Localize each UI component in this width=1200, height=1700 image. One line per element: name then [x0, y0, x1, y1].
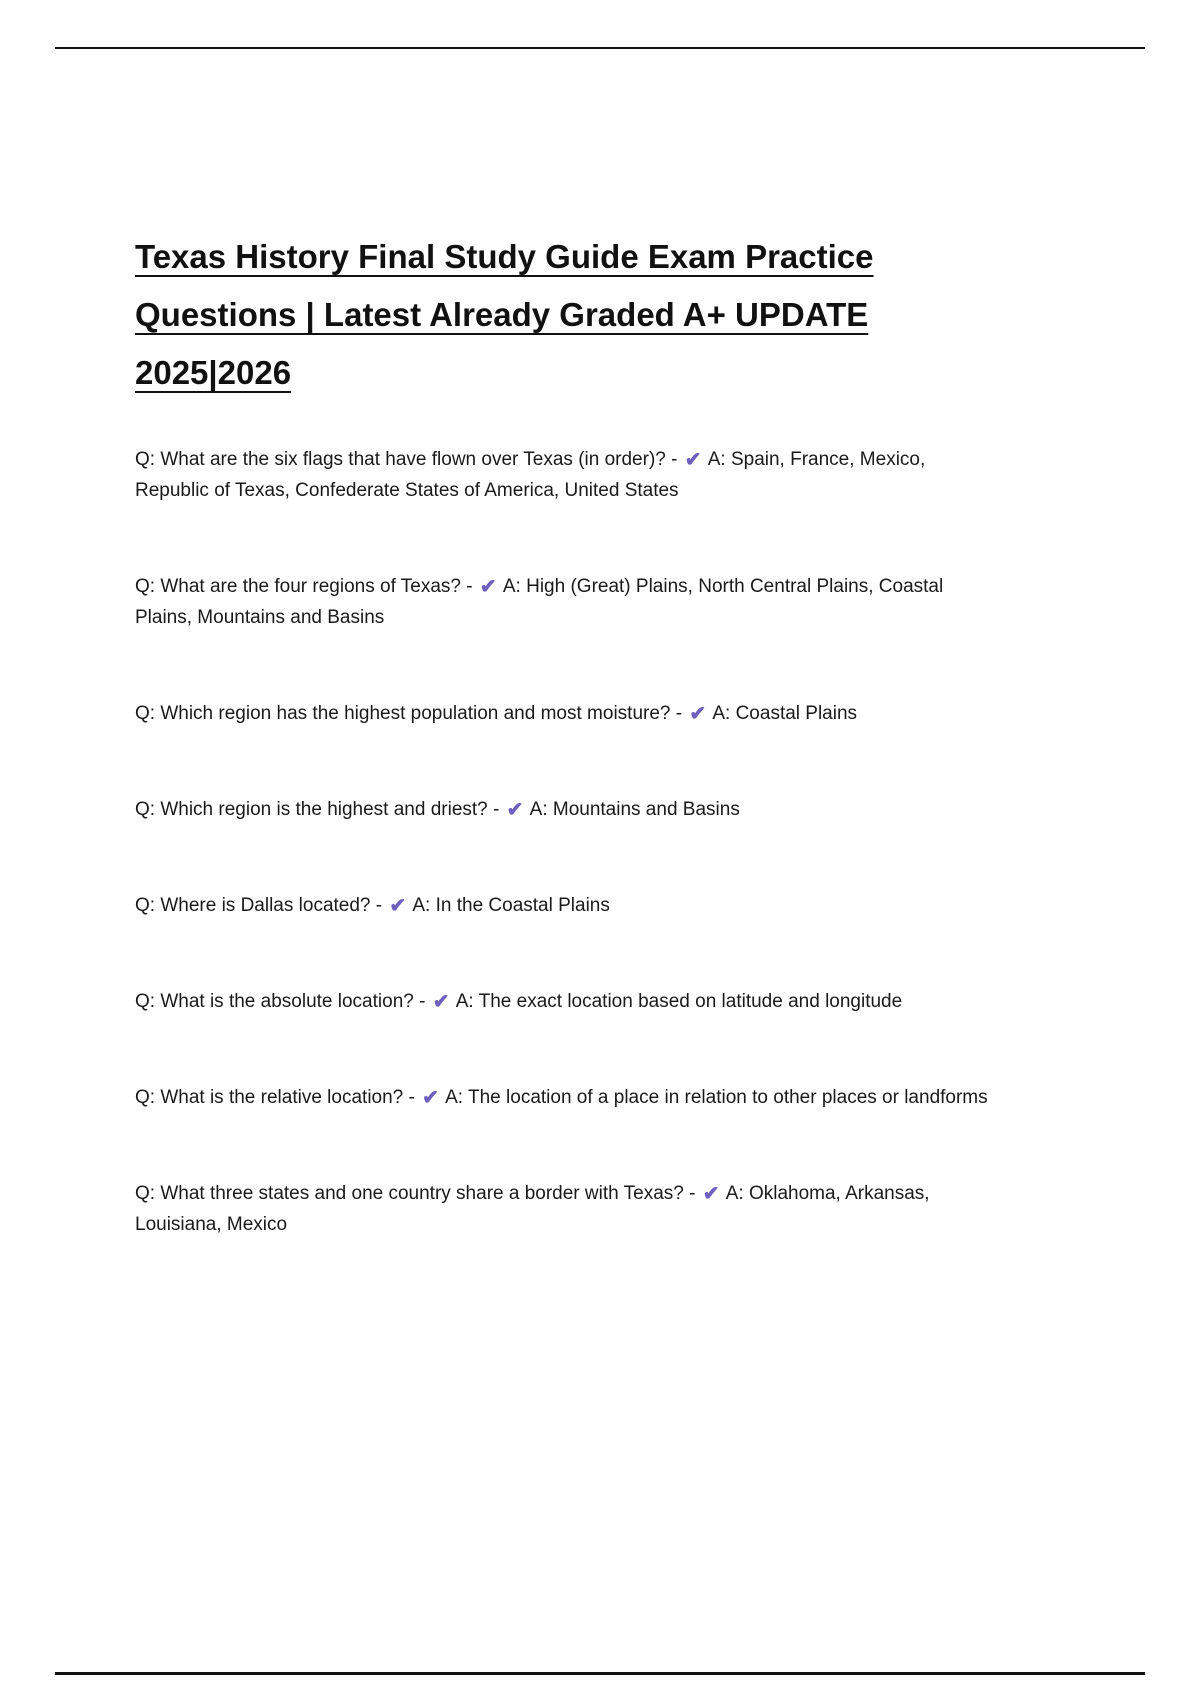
qa-item — [135, 890, 995, 921]
qa-item — [135, 444, 995, 506]
page-content — [135, 0, 995, 1240]
question-text: Q: What are the four regions of Texas? - — [135, 576, 473, 597]
qa-item — [135, 1082, 995, 1113]
qa-item — [135, 1178, 995, 1240]
qa-item — [135, 986, 995, 1017]
answer-text: A: Oklahoma, Arkansas, Louisiana, Mexico — [135, 1183, 930, 1235]
answer-text: A: The exact location based on latitude and longitude — [455, 991, 903, 1012]
question-text: Q: What is the absolute location? - — [135, 991, 426, 1012]
answer-text: A: In the Coastal Plains — [412, 895, 610, 916]
check-icon: ✔ — [689, 703, 707, 725]
page-title — [135, 228, 995, 402]
answer-text: A: Coastal Plains — [712, 703, 858, 724]
check-icon: ✔ — [389, 895, 407, 917]
question-text: Q: What is the relative location? - — [135, 1087, 415, 1108]
answer-text: A: Mountains and Basins — [529, 799, 740, 820]
question-text: Q: Where is Dallas located? - — [135, 895, 383, 916]
check-icon: ✔ — [506, 799, 524, 821]
question-text: Q: Which region has the highest population and most moisture? - — [135, 703, 683, 724]
qa-item — [135, 698, 995, 729]
answer-text: A: The location of a place in relation to other places or landforms — [445, 1087, 988, 1108]
check-icon: ✔ — [432, 991, 450, 1013]
answer-text: A: High (Great) Plains, North Central Plains, Coastal Plains, Mountains and Basins — [135, 576, 944, 628]
qa-item — [135, 794, 995, 825]
answer-text: A: Spain, France, Mexico, Republic of Texas, Confederate States of America, United States — [135, 449, 926, 501]
check-icon: ✔ — [479, 576, 497, 598]
question-text: Q: What three states and one country share a border with Texas? - — [135, 1183, 696, 1204]
page-title-line-3: 2025|2026 — [135, 354, 292, 391]
question-text: Q: What are the six flags that have flown over Texas (in order)? - — [135, 449, 678, 470]
page-title-line-1: Texas History Final Study Guide Exam Practice — [135, 238, 874, 275]
check-icon: ✔ — [684, 449, 702, 471]
check-icon: ✔ — [702, 1183, 720, 1205]
bottom-horizontal-rule — [55, 1672, 1145, 1675]
page-title-line-2: Questions | Latest Already Graded A+ UPDATE — [135, 296, 869, 333]
qa-item — [135, 571, 995, 633]
question-text: Q: Which region is the highest and driest? - — [135, 799, 500, 820]
check-icon: ✔ — [422, 1087, 439, 1109]
